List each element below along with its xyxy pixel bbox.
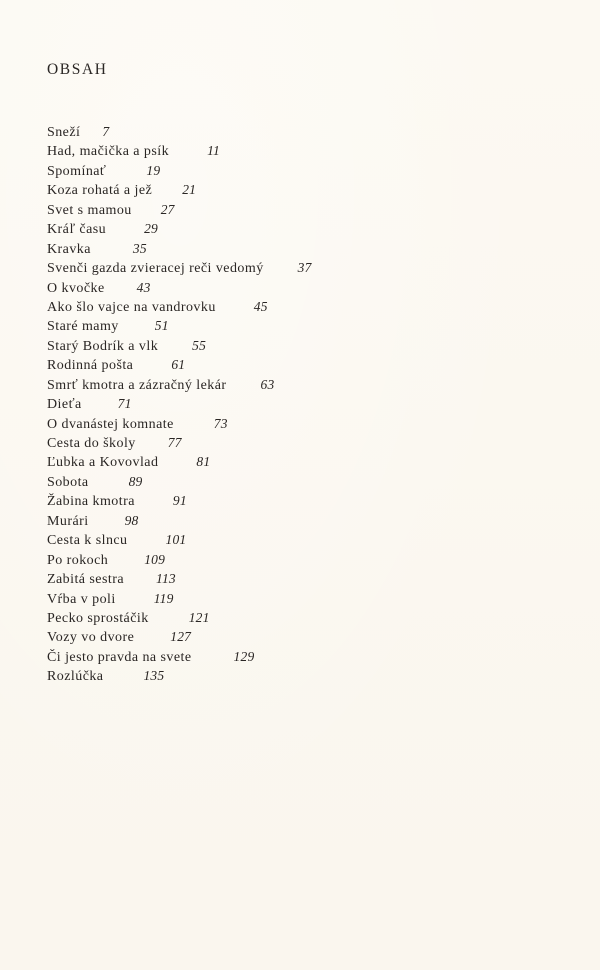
entry-page-number: 7 [102,124,110,139]
entry-page-number: 11 [207,143,220,159]
entry-title: Sneží [47,125,81,140]
entry-title: Cesta do školy [47,436,136,451]
toc-entry [47,316,312,335]
entry-page-number: 121 [188,609,210,625]
entry-title: Pecko sprostáčik [47,610,149,626]
toc-entry [47,161,312,180]
entry-title: Murári [47,513,89,529]
toc-entry [47,394,312,413]
entry-page-number: 129 [233,648,255,664]
toc-entry [47,472,312,491]
entry-page-number: 19 [146,162,161,178]
entry-title: O kvočke [47,280,105,296]
toc-entry [47,530,312,549]
toc-entry [47,511,312,530]
entry-title: Dieťa [47,397,82,413]
entry-page-number: 127 [170,629,192,645]
entry-title: Sobota [47,474,89,490]
entry-title: Koza rohatá a jež [47,183,153,199]
toc-entry [47,122,312,141]
entry-title: Zabitá sestra [47,572,124,588]
entry-title: Kráľ času [47,222,107,238]
toc-entry [47,647,312,666]
entry-page-number: 119 [153,590,174,606]
page-title: OBSAH [47,61,108,78]
entry-page-number: 51 [154,318,169,334]
entry-title: Spomínať [47,163,107,179]
toc-entry [47,239,312,258]
entry-title: Staré mamy [47,319,119,335]
toc-entry [47,550,312,569]
toc-entry [47,433,312,452]
entry-title: Smrť kmotra a zázračný lekár [47,377,227,393]
toc-entry [47,278,312,297]
toc-entry [47,452,312,471]
entry-page-number: 91 [172,493,187,509]
toc-entry [47,491,312,510]
toc-entry [47,608,312,627]
entry-page-number: 98 [124,512,139,528]
toc-entry [47,569,312,588]
entry-title: Cesta k slncu [47,533,128,549]
toc-entry [47,336,312,355]
entry-title: Svet s mamou [47,202,132,218]
entry-title: Či jesto pravda na svete [47,649,192,665]
entry-title: Had, mačička a psík [47,144,170,160]
entry-page-number: 63 [260,376,275,392]
toc-entry [47,200,312,219]
entry-page-number: 73 [213,415,228,431]
entry-page-number: 37 [297,260,312,276]
toc-entry [47,627,312,646]
entry-page-number: 101 [165,532,187,548]
entry-page-number: 21 [182,182,197,198]
entry-page-number: 55 [192,337,207,353]
toc-entry [47,355,312,374]
toc-entry [47,666,312,685]
entry-page-number: 43 [136,279,151,295]
entry-title: Rozlúčka [47,669,104,685]
entry-title: Kravka [47,241,91,257]
entry-page-number: 135 [143,668,165,684]
entry-title: Ľubka a Kovovlad [47,455,159,471]
entry-title: Po rokoch [47,552,109,568]
entry-page-number: 29 [144,221,159,237]
toc-entry [47,258,312,277]
entry-title: Svenči gazda zvieracej reči vedomý [47,261,264,277]
entry-page-number: 35 [132,240,147,256]
entry-page-number: 77 [167,435,182,450]
table-of-contents [47,122,312,686]
toc-entry [47,219,312,238]
toc-entry [47,589,312,608]
entry-page-number: 89 [128,473,143,489]
entry-page-number: 61 [171,357,186,373]
entry-title: Vŕba v poli [47,591,116,607]
entry-title: Starý Bodrík a vlk [47,338,159,354]
entry-page-number: 45 [253,298,268,314]
entry-title: Ako šlo vajce na vandrovku [47,299,216,315]
entry-title: Žabina kmotra [47,494,135,510]
entry-page-number: 113 [156,571,176,587]
toc-entry [47,180,312,199]
entry-title: O dvanástej komnate [47,416,174,432]
entry-page-number: 81 [196,454,211,470]
entry-page-number: 71 [117,396,132,412]
toc-entry [47,414,312,433]
toc-entry [47,375,312,394]
entry-title: Rodinná pošta [47,358,134,374]
toc-entry [47,141,312,160]
toc-entry [47,297,312,316]
entry-page-number: 109 [144,551,166,567]
entry-title: Vozy vo dvore [47,630,135,646]
entry-page-number: 27 [160,201,175,217]
